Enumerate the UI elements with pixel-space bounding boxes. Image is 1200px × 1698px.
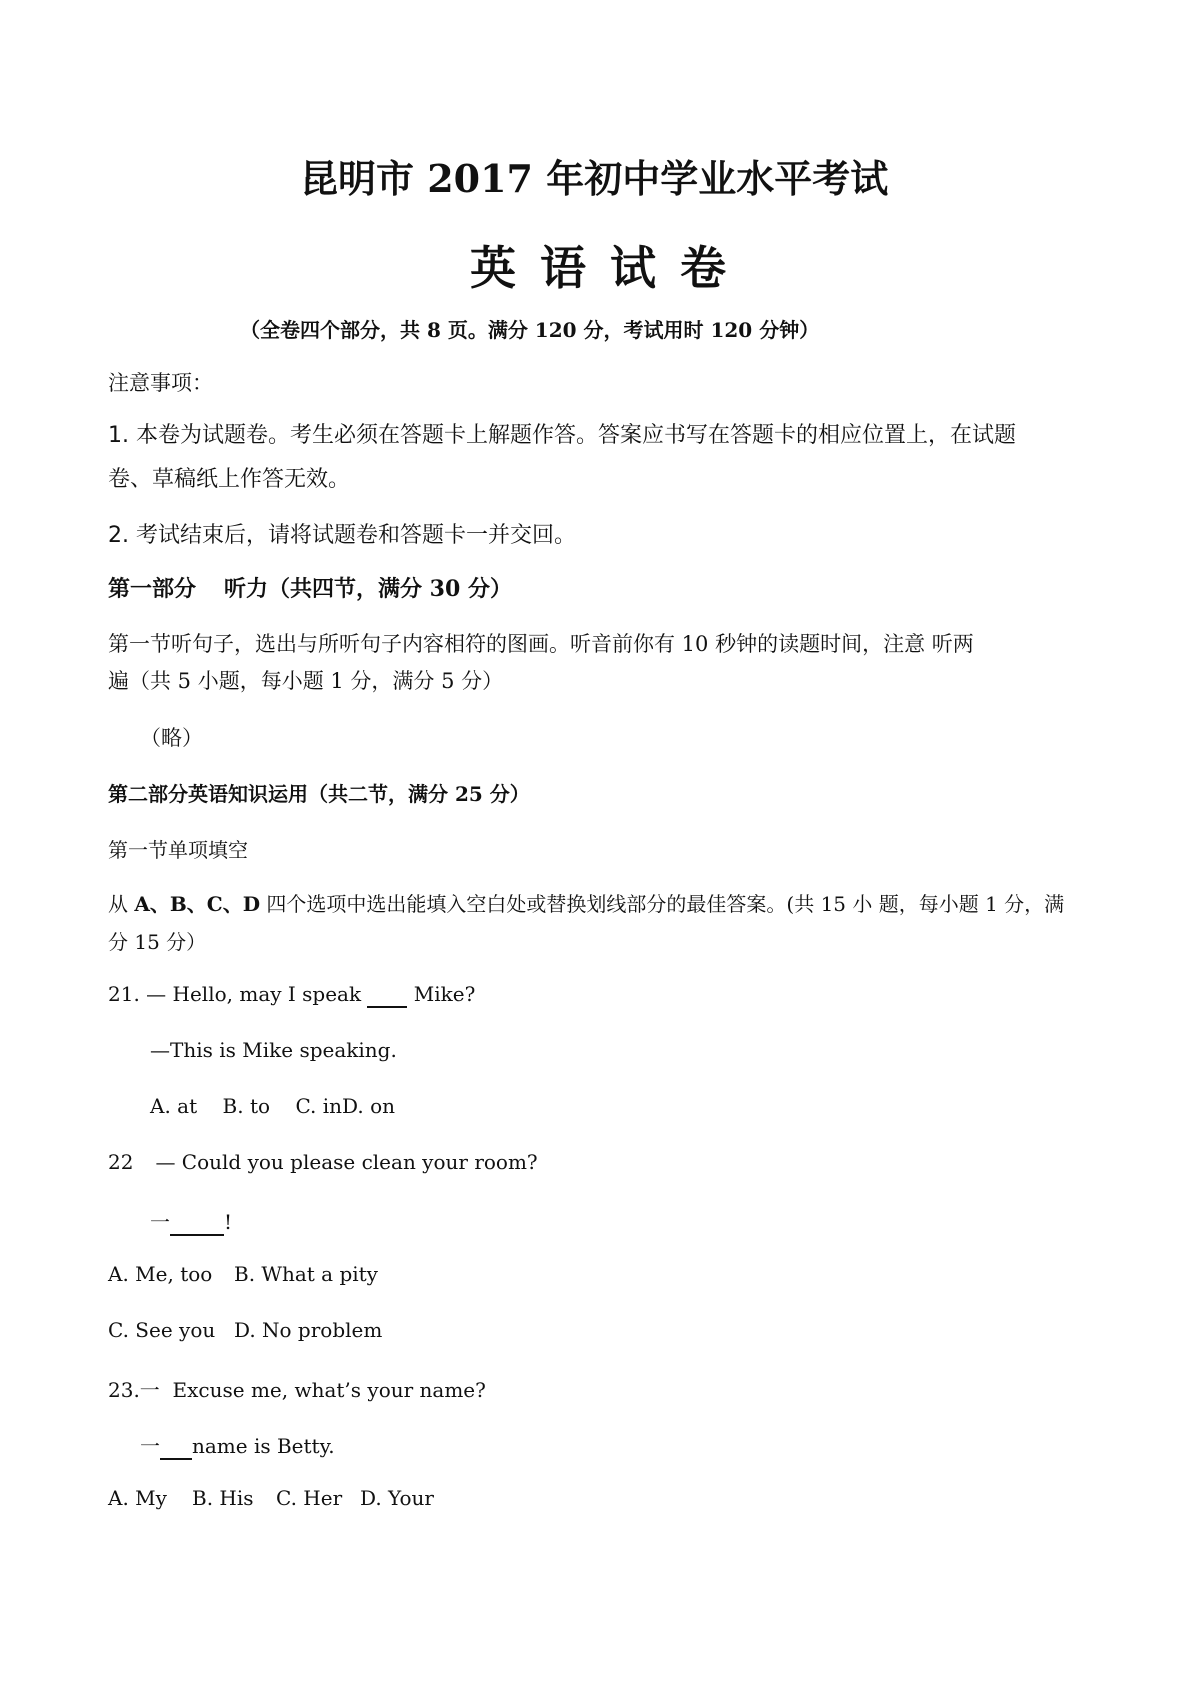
q23-option-d: D. Your xyxy=(360,1486,434,1510)
q22-options-row-1 xyxy=(108,1262,1200,1286)
q23-option-c: C. Her xyxy=(276,1486,343,1510)
q22-option-d: D. No problem xyxy=(234,1318,383,1342)
q22-options-row-2 xyxy=(108,1318,1200,1342)
notice-item-1-line-2: 卷、草稿纸上作答无效。 xyxy=(108,467,351,492)
q23-reply xyxy=(140,1430,1200,1460)
part2-heading: 第二部分英语知识运用（共二节，满分 25 分） xyxy=(108,782,530,806)
q23-blank xyxy=(160,1434,192,1460)
part2-desc-letters: A、B、C、D xyxy=(134,892,261,916)
q23-options xyxy=(108,1486,1200,1510)
q21-reply: —This is Mike speaking. xyxy=(150,1038,397,1062)
q22-prompt xyxy=(108,1150,1200,1174)
q22-option-c: C. See you xyxy=(108,1318,216,1342)
part1-desc-line-1: 第一节听句子，选出与所听句子内容相符的图画。听音前你有 10 秒钟的读题时间，注意 听两 xyxy=(108,632,974,656)
exam-title: 昆明市 2017 年初中学业水平考试 xyxy=(300,156,889,201)
q23-reply-post: name is Betty. xyxy=(192,1434,335,1458)
q22-number: 22 xyxy=(108,1150,134,1174)
notice-heading: 注意事项： xyxy=(108,371,213,395)
q22-option-b: B. What a pity xyxy=(234,1262,378,1286)
subject-title: 英 语 试 卷 xyxy=(469,241,731,295)
q23-prompt: 23.一 Excuse me, what’s your name? xyxy=(108,1378,486,1402)
q22-blank xyxy=(170,1210,224,1236)
q21-prompt-pre: 21. — Hello, may I speak xyxy=(108,982,368,1006)
part1-heading xyxy=(108,572,1200,603)
q23-option-a: A. My xyxy=(108,1486,167,1510)
q21-prompt xyxy=(108,982,1200,1008)
q22-reply-post: ! xyxy=(224,1210,233,1234)
notice-item-1-line-1: 1. 本卷为试题卷。考生必须在答题卡上解题作答。答案应书写在答题卡的相应位置上，在试题 xyxy=(108,423,1016,448)
part1-heading-text: 听力（共四节，满分 30 分） xyxy=(224,576,512,602)
part2-desc-pre: 从 xyxy=(108,892,135,916)
part2-section-title: 第一节单项填空 xyxy=(108,838,248,862)
part1-desc-line-2: 遍（共 5 小题，每小题 1 分，满分 5 分） xyxy=(108,669,504,693)
part1-heading-label: 第一部分 xyxy=(108,576,197,602)
q23-option-b: B. His xyxy=(192,1486,254,1510)
exam-note: （全卷四个部分，共 8 页。满分 120 分，考试用时 120 分钟） xyxy=(240,318,820,342)
part2-desc-post: 四个选项中选出能填入空白处或替换划线部分的最佳答案。(共 15 小 题，每小题 1 分，满 xyxy=(260,892,1065,916)
q21-prompt-post: Mike? xyxy=(407,982,476,1006)
part1-omitted: （略） xyxy=(140,726,203,750)
q22-reply-pre: 一 xyxy=(150,1210,170,1234)
part2-desc-line-2: 分 15 分） xyxy=(108,930,207,954)
q21-options: A. at B. to C. inD. on xyxy=(150,1094,396,1118)
part2-desc-line-1 xyxy=(108,888,1200,917)
q22-option-a: A. Me, too xyxy=(108,1262,213,1286)
q22-reply xyxy=(150,1206,1200,1236)
notice-item-2: 2. 考试结束后，请将试题卷和答题卡一并交回。 xyxy=(108,523,576,548)
q21-blank xyxy=(367,982,407,1008)
q22-prompt-text: — Could you please clean your room? xyxy=(155,1150,538,1174)
q23-reply-pre: 一 xyxy=(140,1434,160,1458)
